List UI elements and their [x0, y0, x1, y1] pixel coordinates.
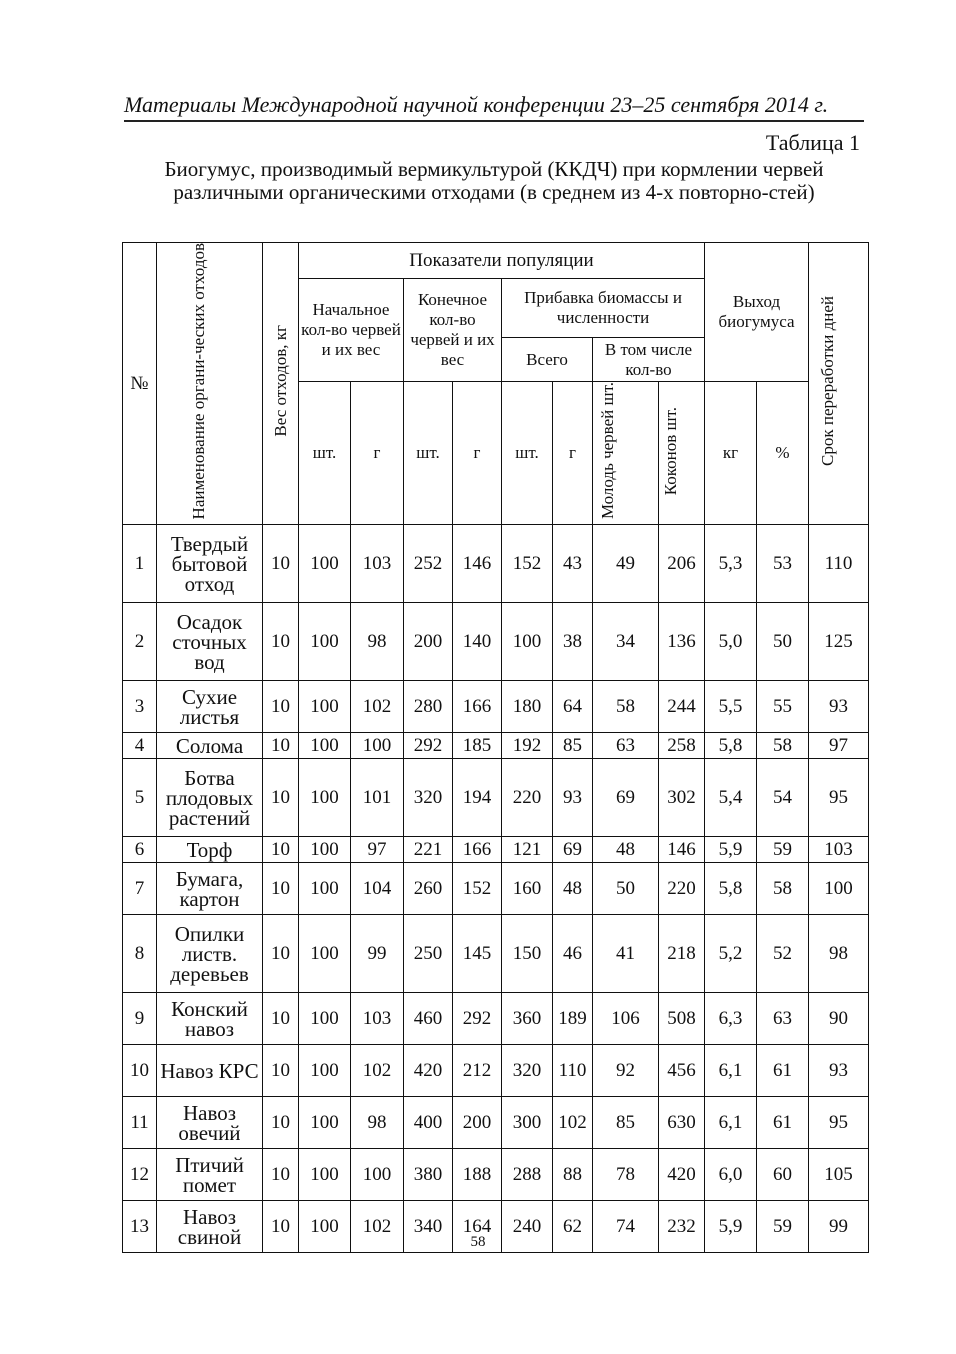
cell-value: 105 — [809, 1149, 869, 1201]
cell-waste-name: Навоз свиной — [157, 1201, 263, 1253]
cell-value: 146 — [659, 837, 705, 863]
cell-value: 46 — [553, 915, 593, 993]
cell-value: 121 — [502, 837, 553, 863]
cell-value: 5,4 — [705, 759, 757, 837]
cell-value: 5,3 — [705, 525, 757, 603]
cell-value: 10 — [263, 733, 299, 759]
cell-value: 232 — [659, 1201, 705, 1253]
cell-value: 98 — [351, 1097, 404, 1149]
cell-value: 100 — [299, 1097, 351, 1149]
cell-value: 100 — [299, 759, 351, 837]
cell-waste-name: Солома — [157, 733, 263, 759]
cell-value: 10 — [263, 1201, 299, 1253]
cell-value: 52 — [757, 915, 809, 993]
cell-value: 194 — [453, 759, 502, 837]
cell-value: 5,5 — [705, 681, 757, 733]
cell-value: 10 — [263, 525, 299, 603]
col-header-term: Срок переработки дней — [809, 243, 869, 525]
cell-value: 221 — [404, 837, 453, 863]
table-row — [123, 681, 869, 733]
cell-waste-name: Осадок сточных вод — [157, 603, 263, 681]
cell-value: 100 — [299, 993, 351, 1045]
cell-value: 93 — [809, 1045, 869, 1097]
cell-value: 98 — [351, 603, 404, 681]
cell-value: 252 — [404, 525, 453, 603]
cell-row-number: 13 — [123, 1201, 157, 1253]
cell-value: 146 — [453, 525, 502, 603]
cell-value: 5,0 — [705, 603, 757, 681]
cell-value: 100 — [299, 603, 351, 681]
cell-value: 10 — [263, 993, 299, 1045]
cell-value: 58 — [757, 733, 809, 759]
cell-value: 110 — [553, 1045, 593, 1097]
cell-value: 85 — [593, 1097, 659, 1149]
cell-row-number: 8 — [123, 915, 157, 993]
cell-value: 420 — [404, 1045, 453, 1097]
col-header-no: № — [123, 243, 157, 525]
cell-row-number: 3 — [123, 681, 157, 733]
running-header: Материалы Международной научной конференции 23–25 сентября 2014 г. — [124, 92, 864, 122]
cell-value: 5,8 — [705, 733, 757, 759]
page-number: 58 — [470, 1234, 486, 1250]
cell-value: 188 — [453, 1149, 502, 1201]
cell-value: 50 — [757, 603, 809, 681]
cell-row-number: 5 — [123, 759, 157, 837]
cell-row-number: 4 — [123, 733, 157, 759]
cell-value: 100 — [299, 1045, 351, 1097]
cell-value: 280 — [404, 681, 453, 733]
cell-value: 64 — [553, 681, 593, 733]
cell-value: 10 — [263, 1045, 299, 1097]
cell-waste-name: Сухие листья — [157, 681, 263, 733]
unit-g: г — [453, 382, 502, 525]
cell-row-number: 9 — [123, 993, 157, 1045]
cell-row-number: 2 — [123, 603, 157, 681]
cell-value: 10 — [263, 681, 299, 733]
cell-value: 212 — [453, 1045, 502, 1097]
cell-value: 206 — [659, 525, 705, 603]
cell-value: 106 — [593, 993, 659, 1045]
cell-value: 54 — [757, 759, 809, 837]
cell-value: 192 — [502, 733, 553, 759]
cell-value: 100 — [299, 1201, 351, 1253]
cell-value: 55 — [757, 681, 809, 733]
cell-value: 288 — [502, 1149, 553, 1201]
cell-value: 63 — [757, 993, 809, 1045]
cell-value: 74 — [593, 1201, 659, 1253]
cell-value: 38 — [553, 603, 593, 681]
table-row — [123, 837, 869, 863]
table-row — [123, 733, 869, 759]
cell-value: 150 — [502, 915, 553, 993]
cell-value: 34 — [593, 603, 659, 681]
cell-value: 95 — [809, 759, 869, 837]
cell-value: 93 — [809, 681, 869, 733]
cell-waste-name: Опилки листв. деревьев — [157, 915, 263, 993]
col-header-weight: Вес отходов, кг — [263, 243, 299, 525]
cell-value: 6,3 — [705, 993, 757, 1045]
cell-value: 166 — [453, 837, 502, 863]
cell-value: 302 — [659, 759, 705, 837]
cell-value: 630 — [659, 1097, 705, 1149]
data-table — [122, 242, 869, 1253]
table-row — [123, 863, 869, 915]
col-header-output: Выход биогумуса — [705, 243, 809, 382]
cell-value: 380 — [404, 1149, 453, 1201]
table-title: Биогумус, производимый вермикультурой (ККДЧ) при кормлении червей различными органическими отходами (в среднем из 4-х повторно-стей) — [164, 157, 824, 204]
col-header-young: Молодь червей шт. — [593, 382, 659, 525]
cell-value: 90 — [809, 993, 869, 1045]
cell-value: 59 — [757, 837, 809, 863]
cell-value: 125 — [809, 603, 869, 681]
cell-value: 292 — [453, 993, 502, 1045]
cell-value: 99 — [809, 1201, 869, 1253]
cell-value: 200 — [453, 1097, 502, 1149]
cell-value: 50 — [593, 863, 659, 915]
cell-value: 145 — [453, 915, 502, 993]
cell-value: 93 — [553, 759, 593, 837]
cell-value: 61 — [757, 1045, 809, 1097]
cell-value: 49 — [593, 525, 659, 603]
col-header-total: Всего — [502, 338, 593, 382]
cell-value: 48 — [593, 837, 659, 863]
cell-value: 360 — [502, 993, 553, 1045]
cell-value: 99 — [351, 915, 404, 993]
cell-row-number: 11 — [123, 1097, 157, 1149]
cell-value: 300 — [502, 1097, 553, 1149]
cell-value: 102 — [351, 681, 404, 733]
cell-value: 63 — [593, 733, 659, 759]
unit-g: г — [351, 382, 404, 525]
cell-value: 460 — [404, 993, 453, 1045]
cell-value: 320 — [404, 759, 453, 837]
cell-value: 88 — [553, 1149, 593, 1201]
col-header-name: Наименование органи-ческих отходов — [157, 243, 263, 525]
cell-waste-name: Навоз овечий — [157, 1097, 263, 1149]
table-row — [123, 915, 869, 993]
cell-value: 103 — [351, 525, 404, 603]
cell-value: 100 — [351, 733, 404, 759]
unit-pcs: шт. — [404, 382, 453, 525]
cell-value: 69 — [553, 837, 593, 863]
cell-value: 101 — [351, 759, 404, 837]
table-row — [123, 759, 869, 837]
cell-value: 100 — [502, 603, 553, 681]
cell-row-number: 7 — [123, 863, 157, 915]
cell-value: 340 — [404, 1201, 453, 1253]
cell-value: 164 — [453, 1201, 502, 1253]
unit-pcs: шт. — [299, 382, 351, 525]
cell-value: 100 — [299, 837, 351, 863]
cell-value: 250 — [404, 915, 453, 993]
cell-value: 6,0 — [705, 1149, 757, 1201]
cell-value: 48 — [553, 863, 593, 915]
cell-value: 220 — [659, 863, 705, 915]
cell-waste-name: Твердый бытовой отход — [157, 525, 263, 603]
cell-row-number: 1 — [123, 525, 157, 603]
cell-value: 6,1 — [705, 1045, 757, 1097]
cell-value: 152 — [502, 525, 553, 603]
cell-value: 140 — [453, 603, 502, 681]
cell-waste-name: Конский навоз — [157, 993, 263, 1045]
cell-waste-name: Навоз КРС — [157, 1045, 263, 1097]
col-header-incl: В том числе кол-во — [593, 338, 705, 382]
cell-value: 100 — [809, 863, 869, 915]
unit-kg: кг — [705, 382, 757, 525]
cell-value: 100 — [299, 525, 351, 603]
table-row — [123, 525, 869, 603]
table-row — [123, 993, 869, 1045]
unit-pcs: шт. — [502, 382, 553, 525]
cell-value: 100 — [299, 1149, 351, 1201]
cell-value: 85 — [553, 733, 593, 759]
cell-value: 100 — [299, 733, 351, 759]
cell-value: 41 — [593, 915, 659, 993]
cell-value: 43 — [553, 525, 593, 603]
unit-pct: % — [757, 382, 809, 525]
cell-value: 240 — [502, 1201, 553, 1253]
cell-value: 258 — [659, 733, 705, 759]
cell-value: 53 — [757, 525, 809, 603]
cell-value: 95 — [809, 1097, 869, 1149]
cell-value: 5,2 — [705, 915, 757, 993]
cell-value: 10 — [263, 915, 299, 993]
col-header-cocoons: Коконов шт. — [659, 382, 705, 525]
cell-row-number: 12 — [123, 1149, 157, 1201]
cell-value: 10 — [263, 759, 299, 837]
cell-value: 5,9 — [705, 1201, 757, 1253]
cell-value: 97 — [809, 733, 869, 759]
cell-value: 100 — [351, 1149, 404, 1201]
cell-value: 62 — [553, 1201, 593, 1253]
cell-value: 10 — [263, 863, 299, 915]
cell-value: 103 — [809, 837, 869, 863]
cell-value: 10 — [263, 837, 299, 863]
table-number: Таблица 1 — [765, 130, 860, 155]
table-row — [123, 1097, 869, 1149]
cell-value: 189 — [553, 993, 593, 1045]
cell-value: 97 — [351, 837, 404, 863]
cell-value: 10 — [263, 1097, 299, 1149]
cell-row-number: 10 — [123, 1045, 157, 1097]
cell-value: 6,1 — [705, 1097, 757, 1149]
cell-value: 103 — [351, 993, 404, 1045]
cell-value: 59 — [757, 1201, 809, 1253]
cell-value: 110 — [809, 525, 869, 603]
cell-value: 160 — [502, 863, 553, 915]
col-header-population: Показатели популяции — [299, 243, 705, 279]
cell-waste-name: Торф — [157, 837, 263, 863]
cell-value: 218 — [659, 915, 705, 993]
cell-value: 100 — [299, 681, 351, 733]
unit-g: г — [553, 382, 593, 525]
cell-value: 508 — [659, 993, 705, 1045]
cell-value: 456 — [659, 1045, 705, 1097]
cell-value: 180 — [502, 681, 553, 733]
cell-value: 98 — [809, 915, 869, 993]
cell-value: 92 — [593, 1045, 659, 1097]
cell-value: 100 — [299, 863, 351, 915]
col-header-gain: Прибавка биомассы и численности — [502, 279, 705, 338]
cell-value: 69 — [593, 759, 659, 837]
cell-value: 200 — [404, 603, 453, 681]
cell-value: 58 — [593, 681, 659, 733]
cell-value: 100 — [299, 915, 351, 993]
cell-value: 10 — [263, 603, 299, 681]
cell-value: 78 — [593, 1149, 659, 1201]
cell-value: 320 — [502, 1045, 553, 1097]
table-row — [123, 1045, 869, 1097]
cell-value: 220 — [502, 759, 553, 837]
cell-value: 60 — [757, 1149, 809, 1201]
cell-waste-name: Ботва плодовых растений — [157, 759, 263, 837]
table-row — [123, 1149, 869, 1201]
cell-value: 292 — [404, 733, 453, 759]
cell-value: 185 — [453, 733, 502, 759]
col-header-initial: Начальное кол-во червей и их вес — [299, 279, 404, 382]
cell-value: 400 — [404, 1097, 453, 1149]
cell-row-number: 6 — [123, 837, 157, 863]
cell-value: 10 — [263, 1149, 299, 1201]
cell-value: 152 — [453, 863, 502, 915]
table-row — [123, 603, 869, 681]
cell-value: 102 — [553, 1097, 593, 1149]
cell-waste-name: Бумага, картон — [157, 863, 263, 915]
cell-waste-name: Птичий помет — [157, 1149, 263, 1201]
cell-value: 5,9 — [705, 837, 757, 863]
cell-value: 244 — [659, 681, 705, 733]
cell-value: 61 — [757, 1097, 809, 1149]
cell-value: 136 — [659, 603, 705, 681]
cell-value: 104 — [351, 863, 404, 915]
cell-value: 58 — [757, 863, 809, 915]
cell-value: 102 — [351, 1201, 404, 1253]
cell-value: 102 — [351, 1045, 404, 1097]
col-header-final: Конечное кол-во червей и их вес — [404, 279, 502, 382]
cell-value: 420 — [659, 1149, 705, 1201]
cell-value: 166 — [453, 681, 502, 733]
cell-value: 5,8 — [705, 863, 757, 915]
cell-value: 260 — [404, 863, 453, 915]
